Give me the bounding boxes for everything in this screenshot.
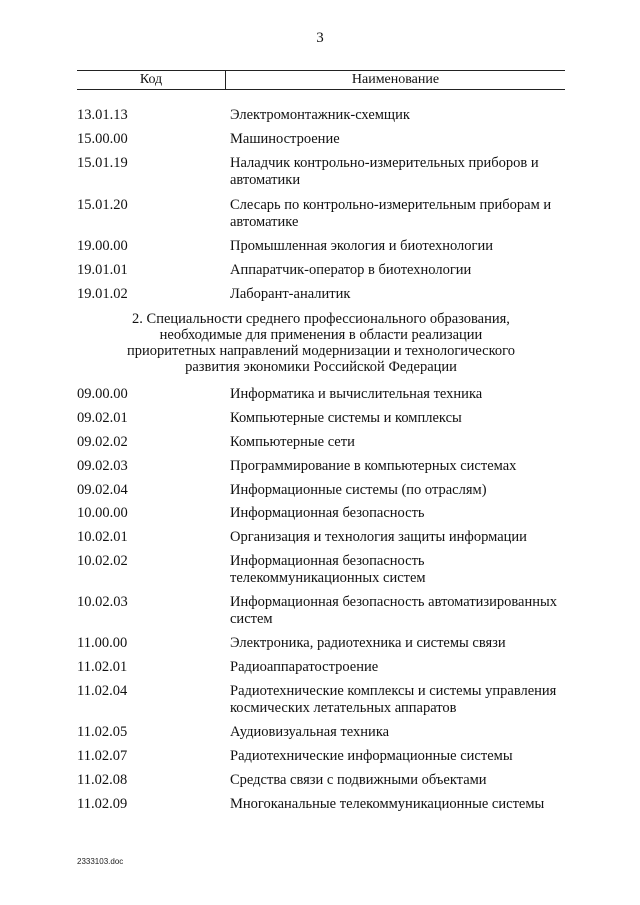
row-code: 09.02.03: [77, 458, 128, 474]
section-title-line: 2. Специальности среднего профессионального образования,: [132, 311, 510, 327]
footer-doc-name: 2333103.doc: [77, 857, 124, 866]
row-name: Компьютерные сети: [230, 434, 355, 450]
row-name: Компьютерные системы и комплексы: [230, 410, 462, 426]
row-code: 11.00.00: [77, 635, 128, 651]
section-title: [77, 311, 565, 375]
row-code: 19.00.00: [77, 238, 128, 254]
row-name: Программирование в компьютерных системах: [230, 458, 517, 474]
section-title-line: приоритетных направлений модернизации и технологического: [126, 343, 515, 359]
row-code: 10.02.03: [77, 594, 128, 610]
row-name: Машиностроение: [230, 131, 340, 147]
row-name: Аудиовизуальная техника: [230, 724, 390, 740]
row-name: Радиоаппаратостроение: [230, 659, 379, 675]
row-name: Лаборант-аналитик: [230, 286, 351, 302]
row-code: 19.01.01: [77, 262, 128, 278]
row-code: 09.00.00: [77, 386, 128, 402]
row-name: Информатика и вычислительная техника: [230, 386, 483, 402]
row-code: 11.02.01: [77, 659, 128, 675]
section-title-line: развития экономики Российской Федерации: [185, 359, 457, 375]
row-code: 13.01.13: [77, 107, 128, 123]
row-code: 15.01.20: [77, 197, 128, 213]
row-name: Промышленная экология и биотехнологии: [230, 238, 493, 254]
row-code: 15.00.00: [77, 131, 128, 147]
row-code: 11.02.09: [77, 796, 128, 812]
row-name: Многоканальные телекоммуникационные системы: [230, 796, 545, 812]
row-code: 19.01.02: [77, 286, 128, 302]
row-code: 10.00.00: [77, 505, 128, 521]
row-name: Информационные системы (по отраслям): [230, 482, 487, 498]
row-code: 11.02.07: [77, 748, 128, 764]
section-title-line: необходимые для применения в области реализации: [159, 327, 483, 343]
row-code: 09.02.04: [77, 482, 128, 498]
row-name: Наладчик контрольно-измерительных приборов и автоматики: [230, 155, 539, 188]
row-name: Информационная безопасность: [230, 505, 425, 521]
table-header: [77, 70, 565, 90]
row-name: Организация и технология защиты информации: [230, 529, 527, 545]
row-name: Информационная безопасность автоматизированных систем: [230, 594, 558, 627]
header-name: Наименование: [351, 72, 440, 87]
row-name: Средства связи с подвижными объектами: [230, 772, 487, 788]
row-name: Электроника, радиотехника и системы связи: [230, 635, 506, 651]
row-code: 09.02.01: [77, 410, 128, 426]
row-code: 09.02.02: [77, 434, 128, 450]
row-code: 11.02.05: [77, 724, 128, 740]
row-code: 11.02.04: [77, 683, 128, 699]
row-name: Информационная безопасность телекоммуникационных систем: [230, 553, 426, 586]
page-number: 3: [316, 30, 324, 46]
row-name: Электромонтажник-схемщик: [230, 107, 410, 123]
row-name: Радиотехнические информационные системы: [230, 748, 513, 764]
row-name: Слесарь по контрольно-измерительным приборам и автоматике: [230, 197, 552, 230]
header-code: Код: [139, 72, 163, 87]
row-code: 15.01.19: [77, 155, 128, 171]
row-code: 11.02.08: [77, 772, 128, 788]
row-name: Аппаратчик-оператор в биотехнологии: [230, 262, 472, 278]
row-name: Радиотехнические комплексы и системы управления космических летательных аппаратов: [230, 683, 557, 716]
row-code: 10.02.01: [77, 529, 128, 545]
row-code: 10.02.02: [77, 553, 128, 569]
